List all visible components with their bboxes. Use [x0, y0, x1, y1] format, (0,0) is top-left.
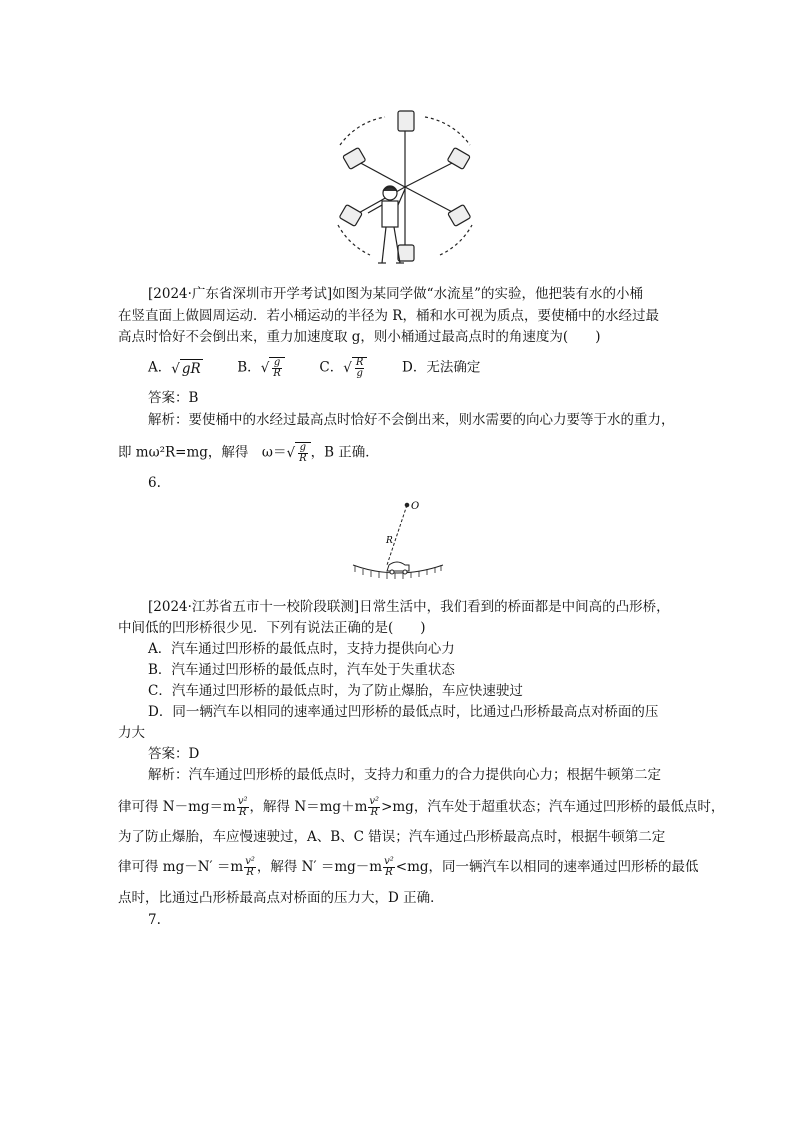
q5-analysis-line2: 即 mω²R=mg，解得 ω＝√ $\frac{g}{R}$ ，B 正确．: [118, 442, 379, 464]
q6-stem-line2: 中间低的凹形桥很少见．下列有说法正确的是( ): [118, 620, 426, 636]
q5-stem-line2: 在竖直面上做圆周运动．若小桶运动的半径为 R，桶和水可视为质点，要使桶中的水经过最: [118, 308, 659, 324]
q5-option-c-math: √ $\frac{R}{g}$: [343, 357, 367, 379]
q6-number: 6.: [148, 475, 161, 491]
q6-option-b: B．汽车通过凹形桥的最低点时，汽车处于失重状态: [148, 662, 455, 678]
q5-option-c-label: C．: [319, 359, 344, 376]
label-o: O: [411, 501, 420, 512]
q6-analysis-line1: 解析：汽车通过凹形桥的最低点时，支持力和重力的合力提供向心力；根据牛顿第二定: [148, 767, 661, 783]
q5-option-a-math: √ gR: [171, 360, 201, 377]
q6-option-a: A．汽车通过凹形桥的最低点时，支持力提供向心力: [148, 641, 455, 657]
label-r: R: [386, 536, 393, 546]
q5-options: [148, 357, 480, 379]
q5-option-b-math: √ $\frac{g}{R}$: [261, 357, 285, 379]
q6-analysis-line4: 律可得 mg－N′ ＝m $\frac{\text{v²}}{R}$ ，解得 N′ ＝mg－m $\frac{\text{v²}}{R}$ <mg，同一辆汽车以相同的速率通过凹形桥的最低: [118, 856, 699, 878]
q5-answer: 答案：B: [148, 390, 199, 406]
q6-option-d-line2: 力大: [118, 725, 145, 741]
q7-number: 7.: [148, 912, 161, 928]
q5-stem-line3: 高点时恰好不会倒出来，重力加速度取 g，则小桶通过最高点时的角速度为( ): [118, 329, 601, 345]
q6-analysis-line2: 律可得 N－mg＝m $\frac{\text{v²}}{R}$ ，解得 N＝mg＋m $\frac{\text{v²}}{R}$ >mg，汽车处于超重状态；汽车通过凹形桥的最低点时，: [118, 796, 725, 818]
q6-option-c: C．汽车通过凹形桥的最低点时，为了防止爆胎，车应快速驶过: [148, 683, 523, 699]
q6-stem-line1: [2024·江苏省五市十一校阶段联测]日常生活中，我们看到的桥面都是中间高的凸形桥，: [148, 599, 670, 615]
q6-answer: 答案：D: [148, 746, 200, 762]
q6-analysis-line3: 为了防止爆胎，车应慢速驶过，A、B、C 错误；汽车通过凸形桥最高点时，根据牛顿第二定: [118, 829, 666, 845]
q5-option-d: D．无法确定: [402, 359, 481, 376]
concave-bridge-figure: [345, 495, 450, 580]
q5-option-a-label: A．: [148, 359, 172, 376]
water-meteor-figure: [330, 105, 480, 270]
q5-option-b-label: B．: [237, 359, 261, 376]
q5-stem-line1: [2024·广东省深圳市开学考试]如图为某同学做“水流星”的实验，他把装有水的小桶: [148, 286, 643, 302]
q5-analysis-line1: 解析：要使桶中的水经过最高点时恰好不会倒出来，则水需要的向心力要等于水的重力，: [148, 412, 675, 428]
q6-option-d-line1: D．同一辆汽车以相同的速率通过凹形桥的最低点时，比通过凸形桥最高点对桥面的压: [148, 704, 659, 720]
q6-analysis-line5: 点时，比通过凸形桥最高点对桥面的压力大，D 正确．: [118, 890, 444, 906]
